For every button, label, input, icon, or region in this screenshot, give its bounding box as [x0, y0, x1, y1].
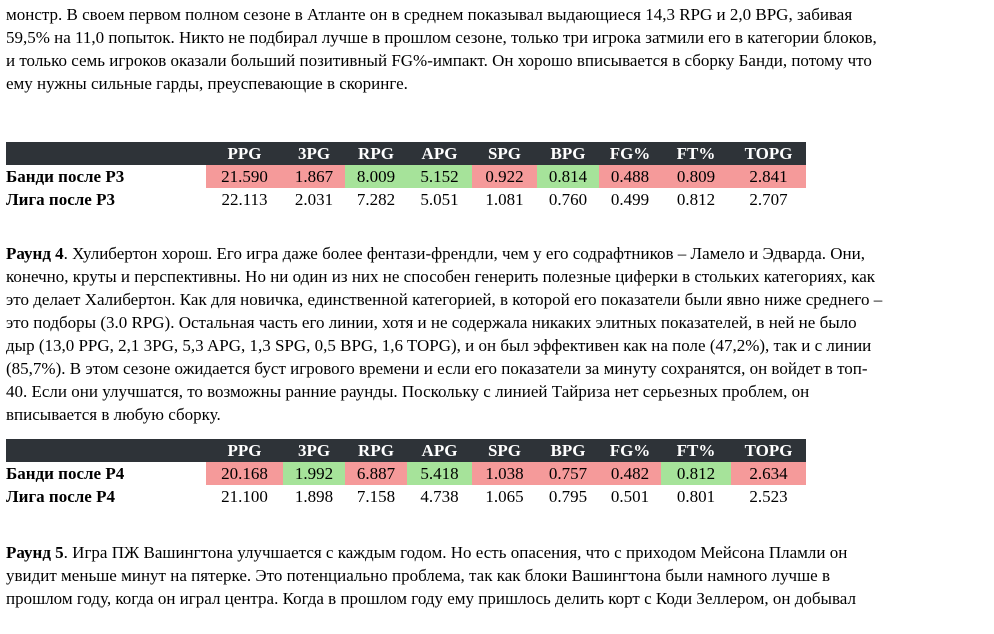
text-span: . Хулибертон хорош. Его игра даже более фентази-френдли, чем у его содрафтников – Ламело и Эдварда. Они,	[63, 244, 866, 263]
stat-cell: 0.499	[599, 188, 661, 211]
text-line	[6, 242, 986, 265]
row-label: Лига после Р3	[6, 188, 206, 211]
stat-cell: 0.795	[537, 485, 599, 508]
stat-cell: 5.152	[407, 165, 472, 188]
paragraph-round-5	[6, 541, 986, 610]
text-line: (85,7%). В этом сезоне ожидается буст игрового времени и если его показатели за минуту сохранятся, он войдет в топ-	[6, 359, 868, 378]
stat-cell: 5.051	[407, 188, 472, 211]
table-row-league	[6, 485, 806, 508]
header-ppg: PPG	[227, 441, 262, 460]
text-line: прошлом году, когда он играл центра. Когда в прошлом году ему пришлось делить корт с Коди Зеллером, он добывал	[6, 589, 856, 608]
stat-cell: 21.100	[206, 485, 283, 508]
text-line	[6, 541, 986, 564]
text-line: дыр (13,0 PPG, 2,1 3PG, 5,3 APG, 1,3 SPG, 0,5 BPG, 1,6 TOPG), и он был эффективен как на поле (47,2%), так и с линии	[6, 336, 872, 355]
text-line: 59,5% на 11,0 попыток. Никто не подбирал лучше в прошлом сезоне, только три игрока затмили его в категории блоков,	[6, 28, 877, 47]
table-header-row	[6, 439, 806, 462]
stat-cell: 1.038	[472, 462, 537, 485]
stat-cell: 0.814	[537, 165, 599, 188]
stat-cell: 2.707	[731, 188, 806, 211]
header-fg-pct: FG%	[609, 441, 651, 460]
header-3pg: 3PG	[297, 441, 331, 460]
header-rpg: RPG	[358, 144, 394, 163]
stat-cell: 1.081	[472, 188, 537, 211]
stat-cell: 0.812	[661, 188, 731, 211]
stats-table-round-4	[6, 439, 806, 508]
header-ft-pct: FT%	[676, 144, 716, 163]
header-label-cell	[6, 142, 206, 165]
table-row-league	[6, 188, 806, 211]
stat-cell: 1.992	[283, 462, 345, 485]
text-line: ему нужны сильные гарды, преуспевающие в скоринге.	[6, 74, 408, 93]
row-label: Банди после Р4	[6, 462, 206, 485]
row-label: Банди после Р3	[6, 165, 206, 188]
header-ft-pct: FT%	[676, 441, 716, 460]
text-line: и только семь игроков оказали больший позитивный FG%-импакт. Он хорошо вписывается в сборку Банди, потому что	[6, 51, 872, 70]
header-topg: TOPG	[744, 144, 793, 163]
header-spg: SPG	[487, 441, 522, 460]
stat-cell: 20.168	[206, 462, 283, 485]
header-fg-pct: FG%	[609, 144, 651, 163]
stat-cell: 0.760	[537, 188, 599, 211]
header-3pg: 3PG	[297, 144, 331, 163]
text-line: 40. Если они улучшатся, то возможны ранние раунды. Поскольку с линией Тайриза нет серьезных проблем, он	[6, 382, 810, 401]
table-header-row	[6, 142, 806, 165]
header-apg: APG	[421, 144, 458, 163]
stat-cell: 4.738	[407, 485, 472, 508]
round-heading: Раунд 4	[6, 244, 64, 263]
stat-cell: 0.801	[661, 485, 731, 508]
row-label: Лига после Р4	[6, 485, 206, 508]
stat-cell: 7.158	[345, 485, 407, 508]
text-line: конечно, круты и перспективны. Но ни один из них не способен генерить полезные циферки в стольких категориях, как	[6, 267, 876, 286]
stat-cell: 0.809	[661, 165, 731, 188]
header-ppg: PPG	[227, 144, 262, 163]
stat-cell: 2.031	[283, 188, 345, 211]
text-line: монстр. В своем первом полном сезоне в Атланте он в среднем показывал выдающиеся 14,3 RPG и 2,0 BPG, забивая	[6, 5, 853, 24]
stat-cell: 5.418	[407, 462, 472, 485]
stat-cell: 0.482	[599, 462, 661, 485]
header-apg: APG	[421, 441, 458, 460]
header-bpg: BPG	[550, 144, 586, 163]
stat-cell: 0.757	[537, 462, 599, 485]
text-span: . Игра ПЖ Вашингтона улучшается с каждым годом. Но есть опасения, что с приходом Мейсона Пламли он	[63, 543, 848, 562]
stat-cell: 2.523	[731, 485, 806, 508]
stat-cell: 7.282	[345, 188, 407, 211]
stat-cell: 6.887	[345, 462, 407, 485]
stats-table-round-3	[6, 142, 806, 211]
stat-cell: 2.841	[731, 165, 806, 188]
header-rpg: RPG	[358, 441, 394, 460]
stat-cell: 0.501	[599, 485, 661, 508]
stat-cell: 1.867	[283, 165, 345, 188]
stat-cell: 0.488	[599, 165, 661, 188]
header-label-cell	[6, 439, 206, 462]
text-line: увидит меньше минут на пятерке. Это потенциально проблема, так как блоки Вашингтона были намного лучше в	[6, 566, 830, 585]
paragraph-round-4	[6, 242, 986, 426]
header-topg: TOPG	[744, 441, 793, 460]
header-spg: SPG	[487, 144, 522, 163]
text-line: это делает Халибертон. Как для новичка, единственной категорией, в которой его показатели были явно ниже среднего –	[6, 290, 883, 309]
stat-cell: 21.590	[206, 165, 283, 188]
table-row-team	[6, 462, 806, 485]
stat-cell: 8.009	[345, 165, 407, 188]
text-line: это подборы (3.0 RPG). Остальная часть его линии, хотя и не содержала никаких элитных показателей, в ней не было	[6, 313, 857, 332]
text-line: вписывается в любую сборку.	[6, 405, 221, 424]
round-heading: Раунд 5	[6, 543, 64, 562]
stat-cell: 0.812	[661, 462, 731, 485]
stat-cell: 22.113	[206, 188, 283, 211]
paragraph-intro	[6, 3, 986, 95]
stat-cell: 2.634	[731, 462, 806, 485]
stat-cell: 0.922	[472, 165, 537, 188]
table-row-team	[6, 165, 806, 188]
header-bpg: BPG	[550, 441, 586, 460]
stat-cell: 1.898	[283, 485, 345, 508]
stat-cell: 1.065	[472, 485, 537, 508]
